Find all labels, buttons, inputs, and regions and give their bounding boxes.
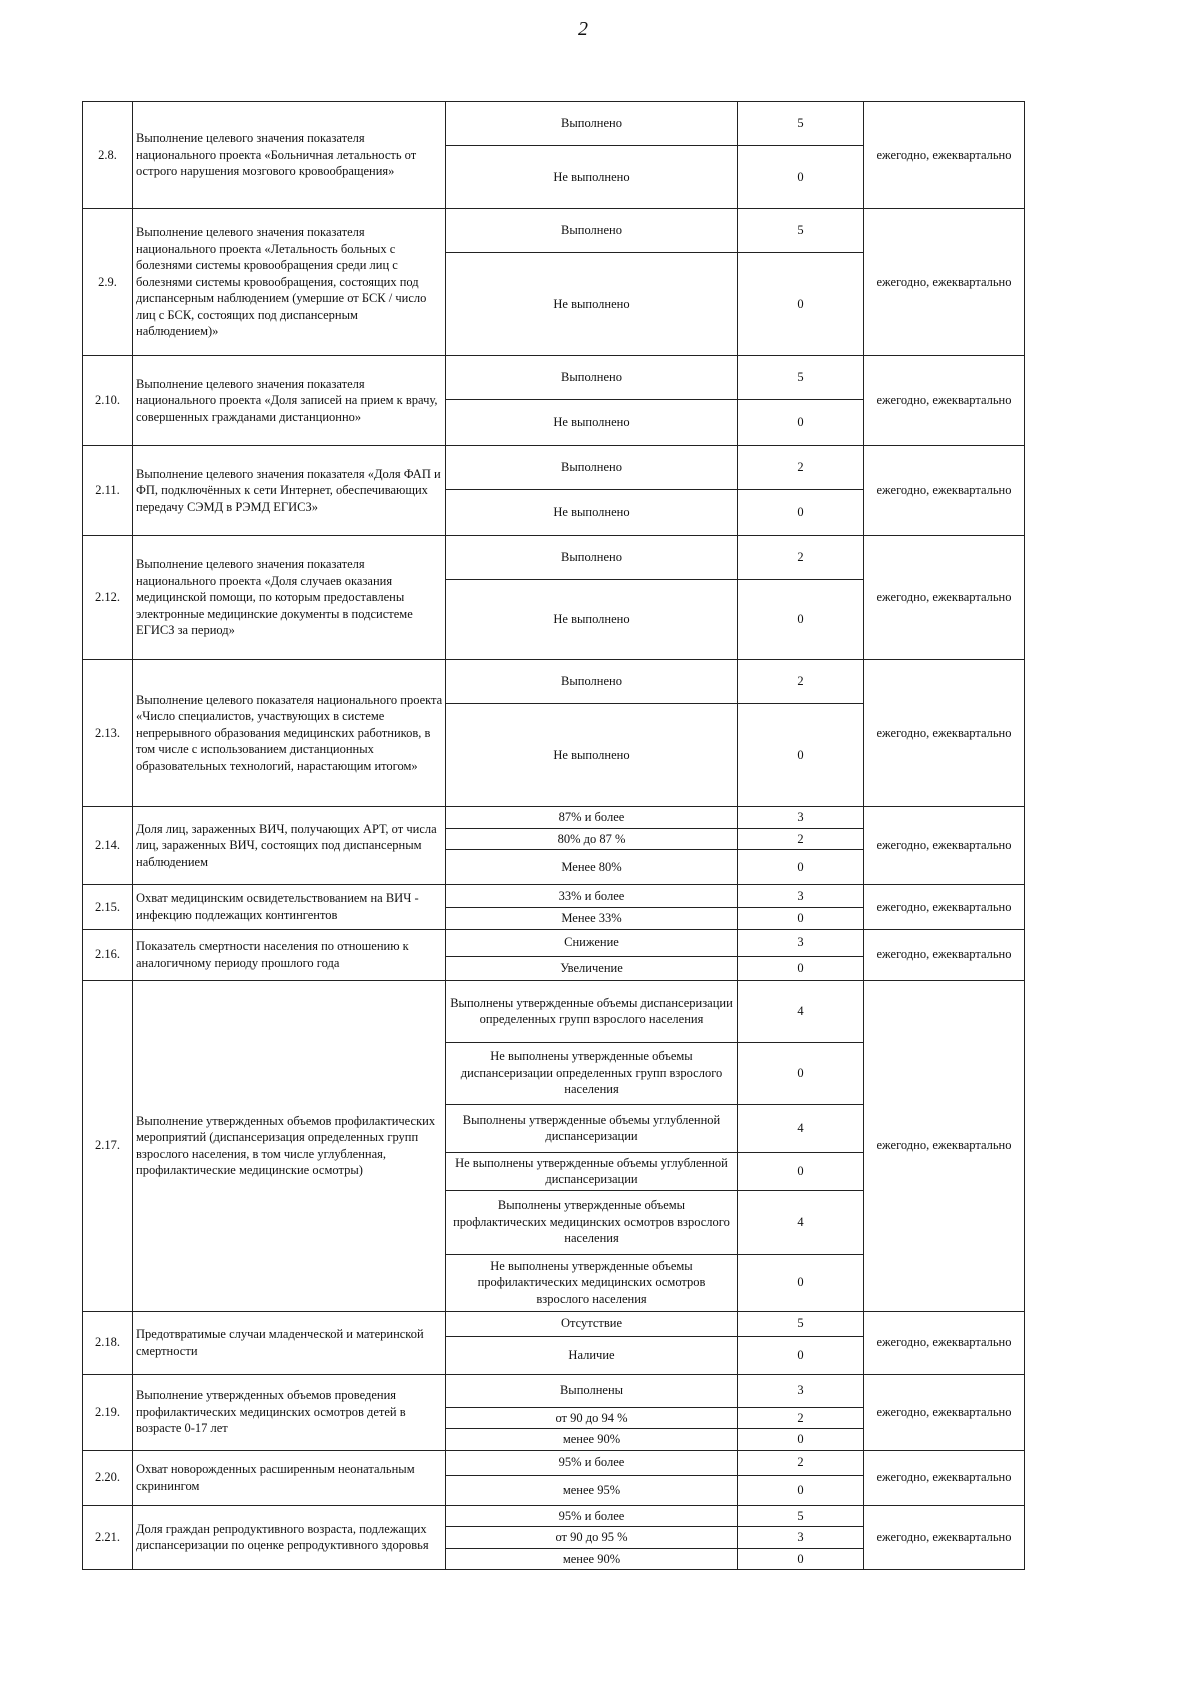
table-row [83, 446, 1025, 490]
indicator-description: Показатель смертности населения по отношению к аналогичному периоду прошлого года [133, 929, 446, 980]
criterion-label: Выполнено [446, 660, 738, 704]
criterion-points: 0 [738, 1042, 864, 1104]
table-row [83, 980, 1025, 1042]
criterion-points: 3 [738, 1374, 864, 1407]
indicator-description: Доля граждан репродуктивного возраста, подлежащих диспансеризации по оценке репродуктивного здоровья [133, 1505, 446, 1570]
indicator-description: Выполнение целевого значения показателя национального проекта «Больничная летальность от острого нарушения мозгового кровообращения» [133, 102, 446, 209]
criterion-label: Не выполнены утвержденные объемы углубленной диспансеризации [446, 1152, 738, 1190]
reporting-period: ежегодно, ежеквартально [864, 1450, 1025, 1505]
criterion-label: Увеличение [446, 956, 738, 980]
indicator-description: Выполнение утвержденных объемов проведения профилактических медицинских осмотров детей в возрасте 0-17 лет [133, 1374, 446, 1450]
indicator-description: Охват медицинским освидетельствованием на ВИЧ - инфекцию подлежащих контингентов [133, 885, 446, 930]
criterion-label: 95% и более [446, 1450, 738, 1475]
criterion-label: Выполнено [446, 209, 738, 253]
table-row [83, 929, 1025, 956]
criterion-points: 2 [738, 446, 864, 490]
table-row [83, 1505, 1025, 1527]
table-row [83, 102, 1025, 146]
criterion-label: менее 90% [446, 1548, 738, 1570]
criterion-label: 80% до 87 % [446, 828, 738, 850]
table-row [83, 1311, 1025, 1336]
item-number: 2.14. [83, 807, 133, 885]
item-number: 2.15. [83, 885, 133, 930]
criterion-points: 0 [738, 1475, 864, 1505]
criterion-points: 2 [738, 660, 864, 704]
criterion-label: Выполнены утвержденные объемы профлактических медицинских осмотров взрослого населения [446, 1190, 738, 1254]
criterion-label: 87% и более [446, 807, 738, 829]
indicator-description: Выполнение целевого значения показателя национального проекта «Летальность больных с болезнями системы кровообращения среди лиц с болезнями системы кровообращения, состоящих под диспансерным наблюдением (умершие от БСК / число лиц с БСК, состоящих под диспансерным наблюдением)» [133, 209, 446, 356]
criterion-points: 0 [738, 908, 864, 930]
criterion-label: Не выполнено [446, 580, 738, 660]
criterion-points: 0 [738, 253, 864, 356]
item-number: 2.16. [83, 929, 133, 980]
indicator-description: Доля лиц, зараженных ВИЧ, получающих АРТ, от числа лиц, зараженных ВИЧ, состоящих под диспансерным наблюдением [133, 807, 446, 885]
indicator-description: Выполнение целевого значения показателя «Доля ФАП и ФП, подключённых к сети Интернет, обеспечивающих передачу СЭМД в РЭМД ЕГИСЗ» [133, 446, 446, 536]
criterion-label: Менее 33% [446, 908, 738, 930]
reporting-period: ежегодно, ежеквартально [864, 980, 1025, 1311]
criterion-label: Не выполнено [446, 400, 738, 446]
table-row [83, 536, 1025, 580]
criterion-label: Не выполнены утвержденные объемы профилактических медицинских осмотров взрослого населения [446, 1254, 738, 1311]
criterion-label: от 90 до 95 % [446, 1527, 738, 1549]
criterion-label: Снижение [446, 929, 738, 956]
item-number: 2.12. [83, 536, 133, 660]
criterion-points: 0 [738, 400, 864, 446]
reporting-period: ежегодно, ежеквартально [864, 446, 1025, 536]
criterion-label: Не выполнены утвержденные объемы диспансеризации определенных групп взрослого населения [446, 1042, 738, 1104]
reporting-period: ежегодно, ежеквартально [864, 209, 1025, 356]
reporting-period: ежегодно, ежеквартально [864, 356, 1025, 446]
page-number-mark: 2 [578, 18, 588, 40]
criterion-label: Выполнено [446, 102, 738, 146]
criterion-label: Выполнены [446, 1374, 738, 1407]
criterion-points: 2 [738, 828, 864, 850]
criterion-label: Не выполнено [446, 490, 738, 536]
criterion-label: Менее 80% [446, 850, 738, 885]
indicator-description: Охват новорожденных расширенным неонатальным скринингом [133, 1450, 446, 1505]
criterion-label: Наличие [446, 1336, 738, 1374]
criterion-points: 3 [738, 807, 864, 829]
reporting-period: ежегодно, ежеквартально [864, 536, 1025, 660]
criterion-label: менее 95% [446, 1475, 738, 1505]
criterion-points: 2 [738, 536, 864, 580]
reporting-period: ежегодно, ежеквартально [864, 929, 1025, 980]
reporting-period: ежегодно, ежеквартально [864, 1505, 1025, 1570]
indicator-description: Выполнение утвержденных объемов профилактических мероприятий (диспансеризация определенных групп взрослого населения, в том числе углубленная, профилактические медицинские осмотры) [133, 980, 446, 1311]
criterion-label: Выполнено [446, 446, 738, 490]
criteria-table [82, 101, 1025, 1570]
criterion-label: Не выполнено [446, 146, 738, 209]
table-row [83, 885, 1025, 908]
criterion-label: Не выполнено [446, 704, 738, 807]
criterion-points: 0 [738, 704, 864, 807]
criterion-points: 0 [738, 850, 864, 885]
item-number: 2.13. [83, 660, 133, 807]
item-number: 2.17. [83, 980, 133, 1311]
criterion-points: 4 [738, 1104, 864, 1152]
criterion-points: 0 [738, 1336, 864, 1374]
criterion-points: 2 [738, 1407, 864, 1429]
indicator-description: Выполнение целевого значения показателя национального проекта «Доля случаев оказания медицинской помощи, по которым предоставлены электронные медицинские документы в подсистеме ЕГИСЗ за период» [133, 536, 446, 660]
item-number: 2.21. [83, 1505, 133, 1570]
item-number: 2.8. [83, 102, 133, 209]
reporting-period: ежегодно, ежеквартально [864, 660, 1025, 807]
criterion-points: 0 [738, 580, 864, 660]
reporting-period: ежегодно, ежеквартально [864, 1311, 1025, 1374]
criterion-points: 0 [738, 490, 864, 536]
table-row [83, 1450, 1025, 1475]
table-row [83, 209, 1025, 253]
item-number: 2.10. [83, 356, 133, 446]
criterion-points: 5 [738, 356, 864, 400]
item-number: 2.18. [83, 1311, 133, 1374]
criterion-points: 4 [738, 1190, 864, 1254]
criterion-label: Выполнены утвержденные объемы диспансеризации определенных групп взрослого населения [446, 980, 738, 1042]
criterion-points: 3 [738, 929, 864, 956]
criterion-points: 0 [738, 1254, 864, 1311]
criterion-label: 95% и более [446, 1505, 738, 1527]
criterion-points: 0 [738, 1548, 864, 1570]
criterion-points: 0 [738, 1429, 864, 1451]
criterion-label: Не выполнено [446, 253, 738, 356]
criterion-points: 3 [738, 1527, 864, 1549]
criterion-points: 2 [738, 1450, 864, 1475]
criterion-points: 5 [738, 1505, 864, 1527]
criterion-label: Выполнено [446, 356, 738, 400]
criterion-label: Выполнены утвержденные объемы углубленной диспансеризации [446, 1104, 738, 1152]
criterion-label: Отсутствие [446, 1311, 738, 1336]
item-number: 2.20. [83, 1450, 133, 1505]
criteria-table-body [83, 102, 1025, 1570]
item-number: 2.19. [83, 1374, 133, 1450]
criterion-label: менее 90% [446, 1429, 738, 1451]
reporting-period: ежегодно, ежеквартально [864, 807, 1025, 885]
table-row [83, 1374, 1025, 1407]
item-number: 2.11. [83, 446, 133, 536]
indicator-description: Предотвратимые случаи младенческой и материнской смертности [133, 1311, 446, 1374]
criterion-points: 0 [738, 1152, 864, 1190]
table-row [83, 660, 1025, 704]
table-row [83, 356, 1025, 400]
criterion-label: Выполнено [446, 536, 738, 580]
reporting-period: ежегодно, ежеквартально [864, 1374, 1025, 1450]
reporting-period: ежегодно, ежеквартально [864, 885, 1025, 930]
item-number: 2.9. [83, 209, 133, 356]
criterion-points: 0 [738, 146, 864, 209]
criterion-points: 5 [738, 1311, 864, 1336]
indicator-description: Выполнение целевого значения показателя национального проекта «Доля записей на прием к врачу, совершенных гражданами дистанционно» [133, 356, 446, 446]
criterion-points: 5 [738, 209, 864, 253]
criterion-points: 5 [738, 102, 864, 146]
criterion-points: 3 [738, 885, 864, 908]
indicator-description: Выполнение целевого показателя национального проекта «Число специалистов, участвующих в системе непрерывного образования медицинских работников, в том числе с использованием дистанционных образовательных технологий, нарастающим итогом» [133, 660, 446, 807]
criterion-points: 4 [738, 980, 864, 1042]
reporting-period: ежегодно, ежеквартально [864, 102, 1025, 209]
criterion-label: от 90 до 94 % [446, 1407, 738, 1429]
criterion-label: 33% и более [446, 885, 738, 908]
table-row [83, 807, 1025, 829]
criterion-points: 0 [738, 956, 864, 980]
